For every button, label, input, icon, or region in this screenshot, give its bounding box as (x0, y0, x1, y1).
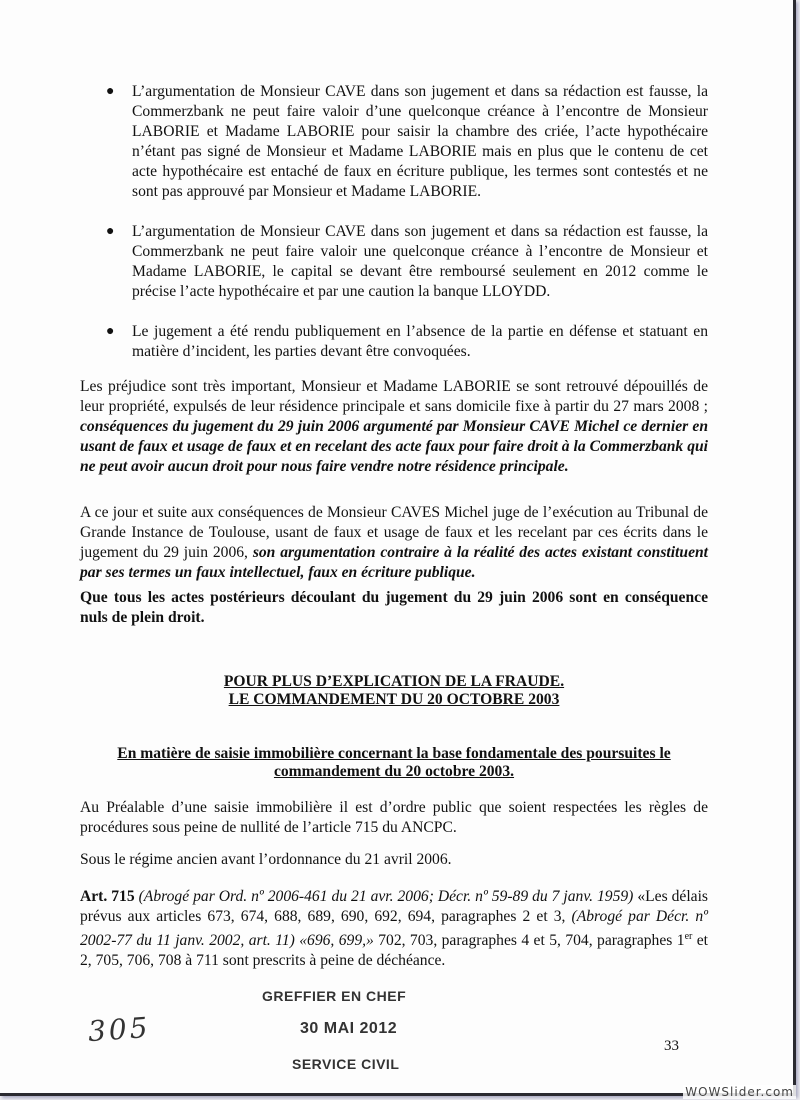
bullet-item (80, 222, 708, 302)
bullet-text: L’argumentation de Monsieur CAVE dans son jugement et dans sa rédaction est fausse, la Commerzbank ne peut faire valoir une quelconque créance à l’encontre de Monsieur et Madame LABORIE, le capital se devant être remboursé seulement en 2012 comme le précise l’acte hypothécaire et par une caution la banque LLOYDD. (132, 223, 708, 300)
bullet-item (80, 322, 708, 362)
paragraph-plain: Les préjudice sont très important, Monsieur et Madame LABORIE se sont retrouvé dépouillés de leur propriété, expulsés de leur résidence principale et sans domicile fixe à partir du 27 mars 2008 ; (80, 378, 708, 415)
paragraph-regime: Sous le régime ancien avant l’ordonnance du 21 avril 2006. (80, 851, 452, 868)
bullet-icon: ● (106, 84, 115, 99)
paragraph-consequences (80, 503, 708, 583)
handwritten-number: 305 (86, 1010, 152, 1049)
section-heading-fraud (80, 673, 708, 709)
article-text: 702, 703, paragraphes 4 et 5, 704, paragraphes 1 (373, 932, 685, 950)
stamp-date: 30 MAI 2012 (300, 1020, 398, 1037)
stamp-greffier: GREFFIER EN CHEF (262, 988, 407, 1004)
paragraph-plain: A ce jour et suite aux conséquences de Monsieur CAVES Michel juge de l’exécution au Tribunal de Grande Instance de Toulouse, usant de faux et usage de faux et les recelant par ces écrits dans le jugement du 29 juin 2006, (80, 504, 708, 561)
bullet-icon: ● (106, 324, 115, 339)
heading-line: POUR PLUS D’EXPLICATION DE LA FRAUDE. (223, 673, 565, 690)
paragraph-prealable: Au Préalable d’une saisie immobilière il est d’ordre public que soient respectées les règles de procédures sous peine de nullité de l’article 715 du ANCPC. (80, 799, 708, 836)
bullet-item (80, 82, 708, 202)
heading-line: commandement du 20 octobre 2003. (273, 763, 515, 780)
article-superscript: er (684, 931, 693, 942)
article-text: «Les délais prévus aux articles 673, 674, 688, 689, 690, 692, 694, paragraphes 2 et 3, (80, 888, 708, 925)
paragraph-emphasis: conséquences du jugement du 29 juin 2006 argumenté par Monsieur CAVE Michel ce dernier en usant de faux et usage de faux et en recelant des acte faux pour faire droit à la Commerzbank qui ne peut avoir aucun droit pour nous faire vendre notre résidence principale. (80, 418, 708, 475)
section-heading-saisie (80, 745, 708, 781)
article-label: Art. 715 (80, 888, 135, 905)
heading-line: En matière de saisie immobilière concernant la base fondamentale des poursuites le (117, 745, 671, 762)
article-text: et 2, 705, 706, 708 à 711 sont prescrits à peine de déchéance. (80, 932, 709, 970)
bullet-list (80, 82, 708, 382)
bullet-icon: ● (106, 224, 115, 239)
heading-line: LE COMMANDEMENT DU 20 OCTOBRE 2003 (228, 691, 560, 708)
bullet-text: Le jugement a été rendu publiquement en l’absence de la partie en défense et statuant en matière d’incident, les parties devant être convoquées. (132, 323, 708, 360)
article-abrogation: (Abrogé par Ord. nº 2006-461 du 21 avr. 2006; Décr. nº 59-89 du 7 janv. 1959) (138, 888, 634, 905)
watermark: WOWSlider.com (685, 1085, 794, 1099)
page-number: 33 (664, 1038, 679, 1054)
bullet-text: L’argumentation de Monsieur CAVE dans son jugement et dans sa rédaction est fausse, la Commerzbank ne peut faire valoir d’une quelconque créance à l’encontre de Monsieur LABORIE et Madame LABORIE pour saisir la chambre des criée, l’acte hypothécaire n’étant pas signé de Monsieur et Madame LABORIE mais en plus que le contenu de cet acte hypothécaire est entaché de faux en écriture publique, les termes sont contestés et ne sont pas approuvé par Monsieur et Madame LABORIE. (132, 83, 708, 200)
article-text-italic: (Abrogé par Décr. nº 2002-77 du 11 janv. 2002, art. 11) «696, 699,» (80, 908, 708, 950)
paragraph-emphasis: son argumentation contraire à la réalité des actes existant constituent par ses termes un faux intellectuel, faux en écriture publique. (80, 544, 708, 581)
paragraph-nullity: Que tous les actes postérieurs découlant du jugement du 29 juin 2006 sont en conséquence nuls de plein droit. (80, 589, 708, 626)
stamp-service: SERVICE CIVIL (292, 1056, 400, 1072)
article-715 (80, 887, 708, 971)
paragraph-prejudice (80, 377, 708, 477)
